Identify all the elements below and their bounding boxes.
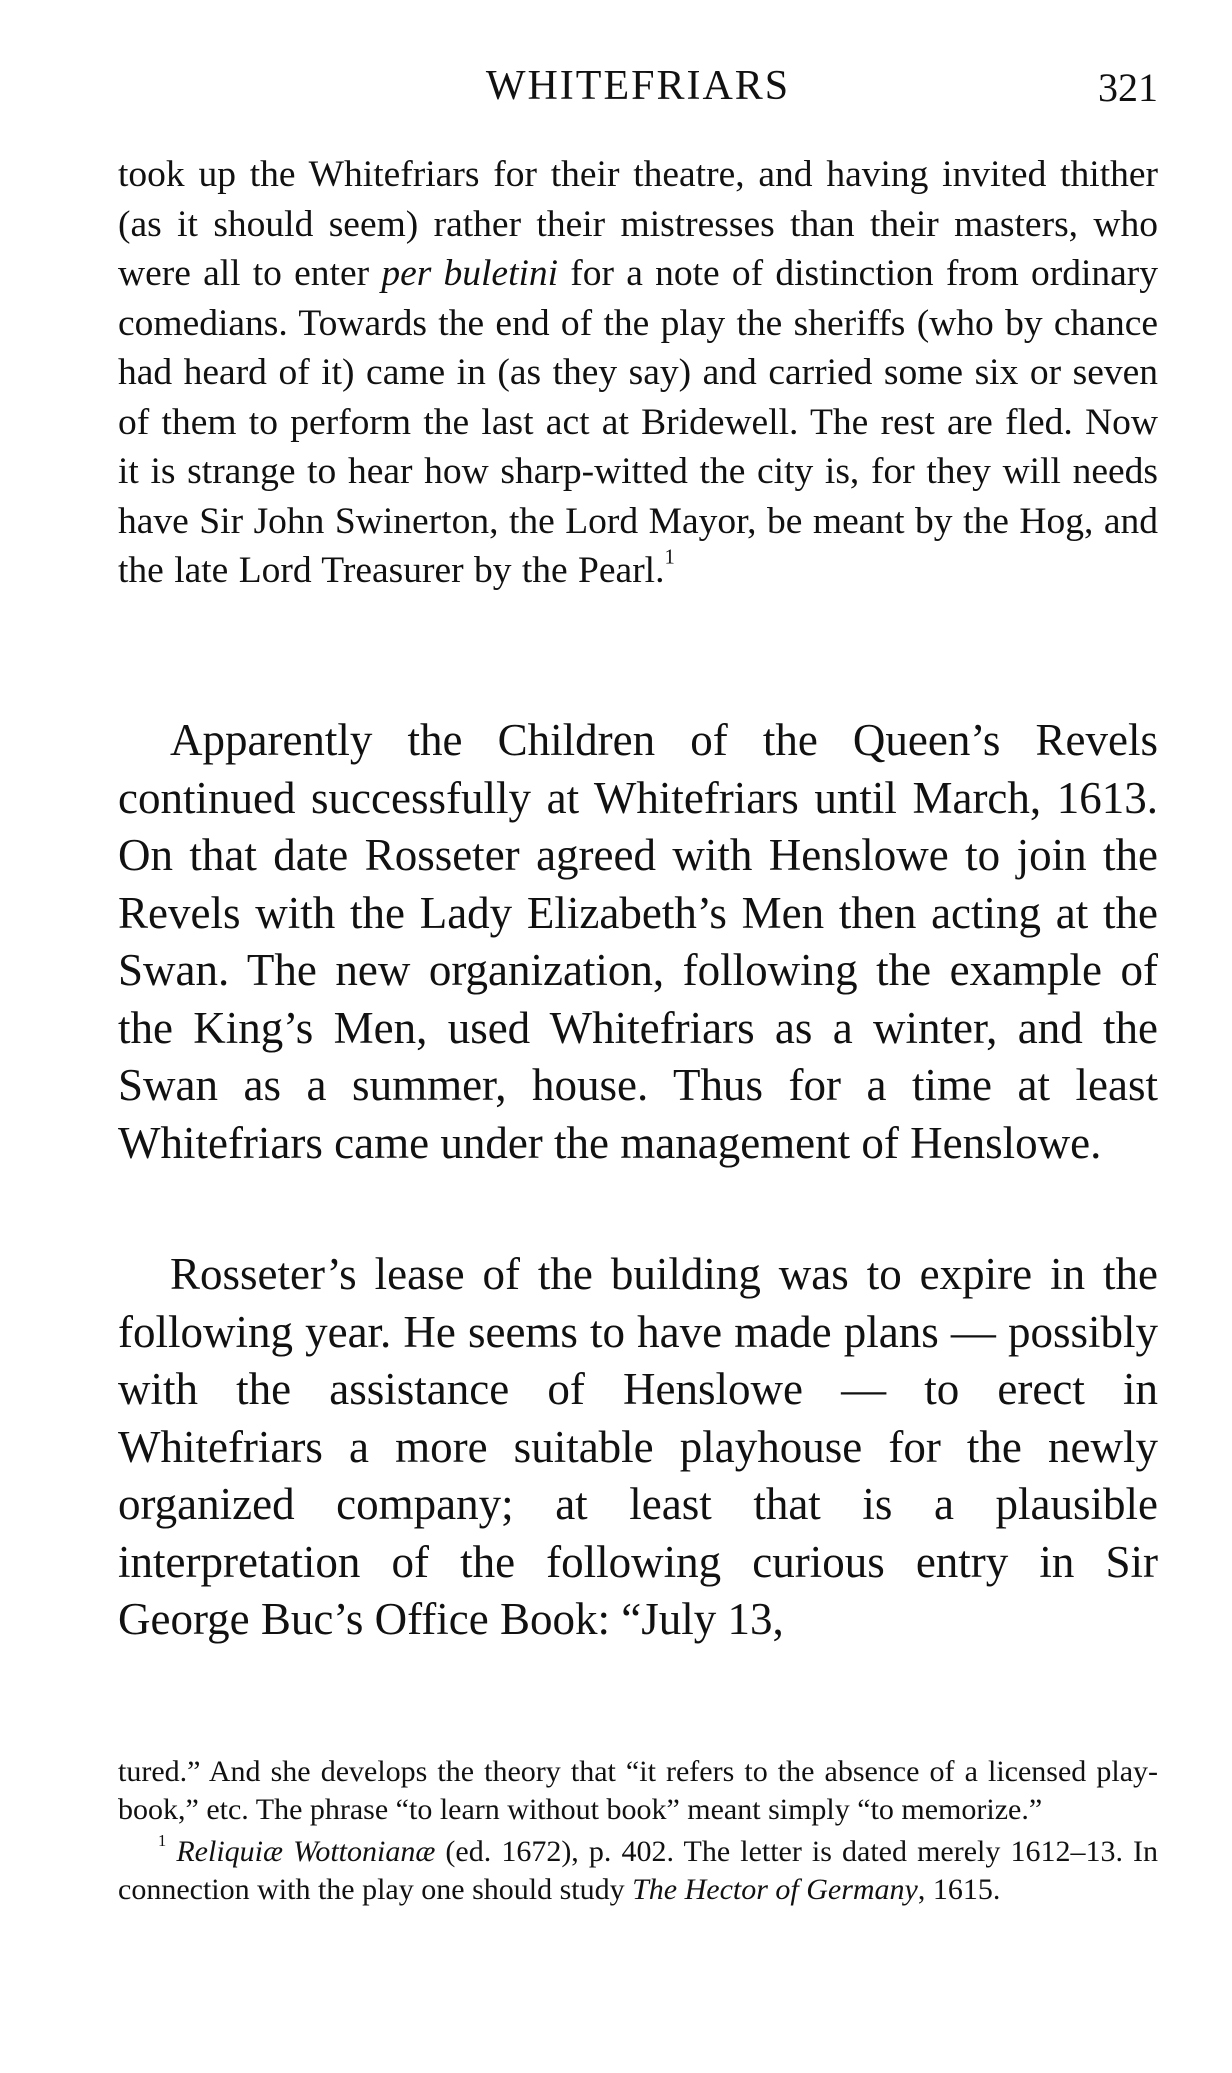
page-number: 321 [1098,65,1158,110]
running-head: WHITEFRIARS [485,63,791,109]
footnotes [118,1753,1158,1909]
quoted-letter-text [118,150,1158,596]
footnote-1-marker: 1 [158,1831,167,1851]
paragraph-2-text: Rosseter’s lease of the building was to expire in the following year. He seems to have made plans — possibly with the assistance of Henslowe — to erect in Whitefriars a more suitable playhouse for the newly organized company; at least that is a plausible interpretation of the following curious entry in Sir George Buc’s Office Book: “July 13, [118,1249,1158,1644]
footnote-1-text: (ed. 1672), p. 402. The letter is dated merely 1612–13. In connection with the play one should study [118,1835,1159,1906]
footnote-1 [118,1833,1158,1909]
paragraph-1-text: Apparently the Children of the Queen’s Revels continued successfully at Whitefriars until March, 1613. On that date Rosseter agreed with Henslowe to join the Revels with the Lady Elizabeth’s Men then acting at the Swan. The new organization, following the example of the King’s Men, used Whitefriars as a winter, and the Swan as a summer, house. Thus for a time at least Whitefriars came under the management of Henslowe. [118,715,1158,1168]
footnote-1-title: Reliquiæ Wottonianæ [176,1835,436,1868]
body-paragraph-1 [118,712,1158,1172]
quote-part-1: took up the Whitefriars for their theatre, and having invited thither (as it should seem) rather their mistresses than their masters, who were all to enter [118,154,1158,294]
footnote-1-italic-title: The Hector of Germany [632,1873,918,1906]
page-header [118,62,1158,122]
footnote-continued: tured.” And she develops the theory that “it refers to the absence of a licensed play-book,” etc. The phrase “to learn without book” meant simply “to memorize.” [118,1755,1158,1826]
body-paragraph-2 [118,1246,1158,1649]
quote-italic-phrase: per buletini [381,253,559,294]
quoted-letter [118,150,1158,596]
quote-part-2: for a note of distinction from ordinary comedians. Towards the end of the play the sheriffs (who by chance had heard of it) came in (as they say) and carried some six or seven of them to perform the last act at Bridewell. The rest are fled. Now it is strange to hear how sharp-witted the city is, for they will needs have Sir John Swinerton, the Lord Mayor, be meant by the Hog, and the late Lord Treasurer by the Pearl. [118,253,1159,591]
footnote-ref-1: 1 [664,546,675,569]
footnote-1-tail: , 1615. [917,1873,1001,1906]
